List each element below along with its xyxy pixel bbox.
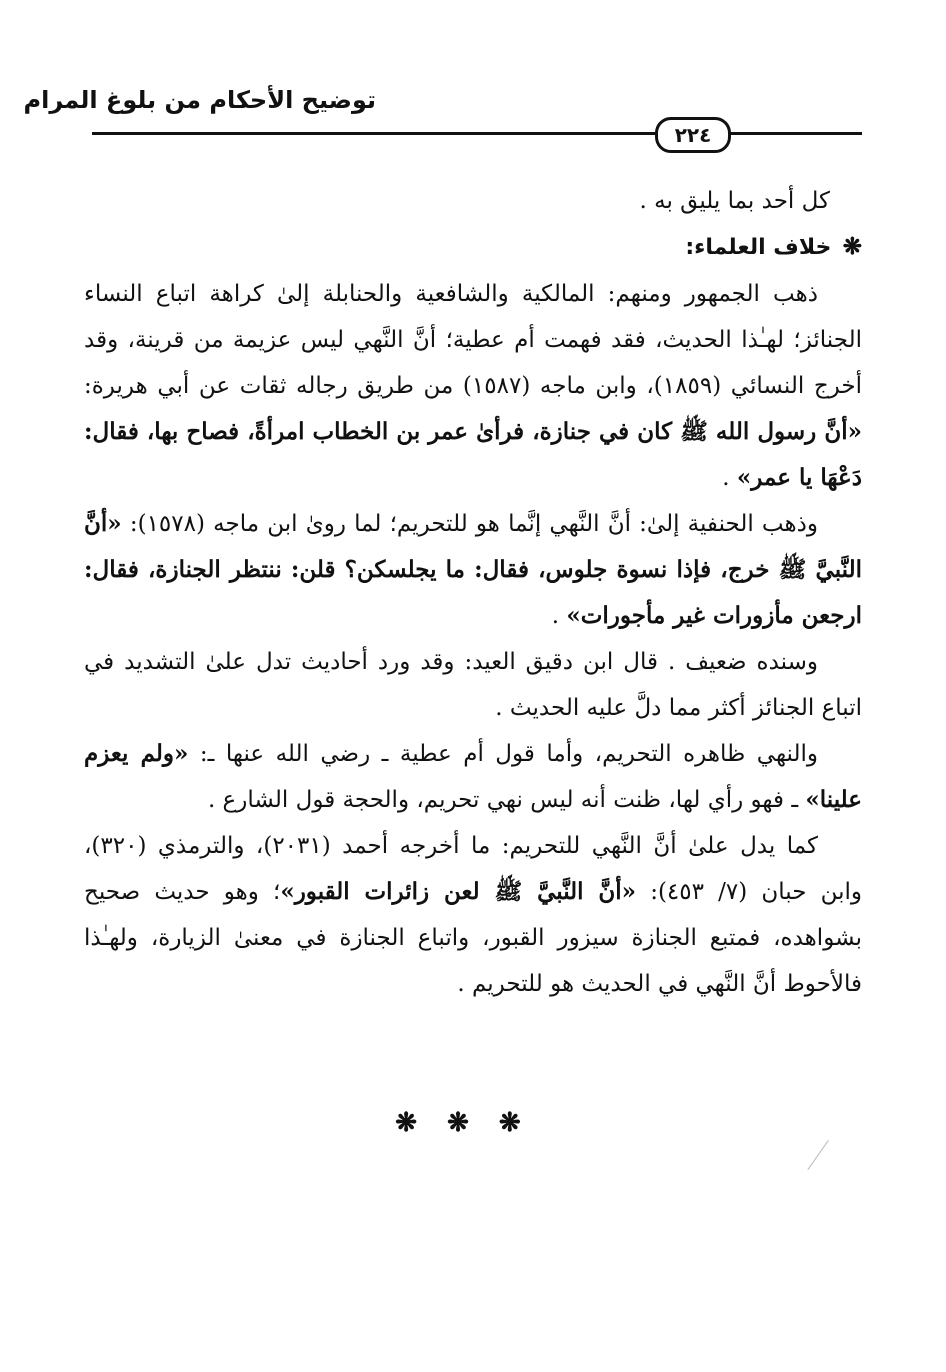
paragraph-text: وذهب الحنفية إلىٰ: أنَّ النَّهي إنَّما هو للتحريم؛ لما روىٰ ابن ماجه (١٥٧٨): — [121, 511, 818, 537]
paragraph-evidence — [84, 823, 862, 1007]
hadith-quote: «أنَّ النَّبيَّ ﷺ خرج، فإذا نسوة جلوس، فقال: ما يجلسكن؟ قلن: ننتظر الجنازة، فقال: ارجعن مأزورات غير مأجورات» — [84, 510, 862, 629]
hadith-quote: «أنَّ رسول الله ﷺ كان في جنازة، فرأىٰ عمر بن الخطاب امرأةً، فصاح بها، فقال: دَعْهَا يا عمر» — [84, 418, 862, 491]
star-ornament-icon: ❋ — [498, 1108, 551, 1138]
paragraph-text: . — [551, 603, 567, 629]
paragraph-text: ؛ وهو حديث صحيح بشواهده، فمتبع الجنازة سيزور القبور، واتباع الجنازة في معنىٰ الزيارة، ولهـٰذا فالأحوط أنَّ النَّهي في الحديث هو للتحريم . — [84, 879, 862, 997]
scan-mark — [807, 1140, 845, 1182]
hadith-quote: «ولم يعزم علينا» — [84, 740, 862, 813]
section-divider — [0, 1108, 946, 1138]
paragraph-text: والنهي ظاهره التحريم، وأما قول أم عطية ـ رضي الله عنها ـ: — [188, 741, 819, 767]
continued-line: كل أحد بما يليق به . — [639, 188, 830, 214]
section-heading: خلاف العلماء: — [685, 235, 832, 260]
paragraph-hanafi-view — [84, 501, 862, 639]
paragraph-text: ذهب الجمهور ومنهم: المالكية والشافعية والحنابلة إلىٰ كراهة اتباع النساء الجنائز؛ لهـٰذا الحديث، فقد فهمت أم عطية؛ أنَّ النَّهي ليس عزيمة من قرينة، وقد أخرج النسائي (١٨٥٩)، وابن ماجه (١٥٨٧) من طريق رجاله ثقات عن أبي هريرة: — [84, 281, 862, 399]
star-ornament-icon: ❋ — [842, 233, 862, 260]
paragraph-text: ـ فهو رأي لها، ظنت أنه ليس نهي تحريم، والحجة قول الشارع . — [207, 787, 806, 813]
header-rule — [92, 132, 862, 135]
paragraph-prohibition — [84, 731, 862, 823]
section-heading-line — [84, 224, 862, 271]
paragraph-majority-view — [84, 271, 862, 501]
paragraph-text: كما يدل علىٰ أنَّ النَّهي للتحريم: ما أخرجه أحمد (٢٠٣١)، والترمذي (٣٢٠)، وابن حبان (٧/ ٤٥٣): — [84, 833, 862, 905]
star-ornament-icon: ❋ — [447, 1108, 499, 1138]
body-text — [84, 178, 862, 1007]
running-title: توضيح الأحكام من بلوغ المرام — [23, 86, 376, 114]
paragraph-chain-weakness: وسنده ضعيف . قال ابن دقيق العيد: وقد ورد أحاديث تدل علىٰ التشديد في اتباع الجنائز أكثر مما دلَّ عليه الحديث . — [84, 649, 862, 721]
hadith-quote: «أنَّ النَّبيَّ ﷺ لعن زائرات القبور» — [280, 878, 637, 905]
page-number: ٢٢٤ — [655, 117, 731, 153]
star-ornament-icon: ❋ — [395, 1108, 448, 1138]
paragraph-text: . — [722, 465, 737, 491]
